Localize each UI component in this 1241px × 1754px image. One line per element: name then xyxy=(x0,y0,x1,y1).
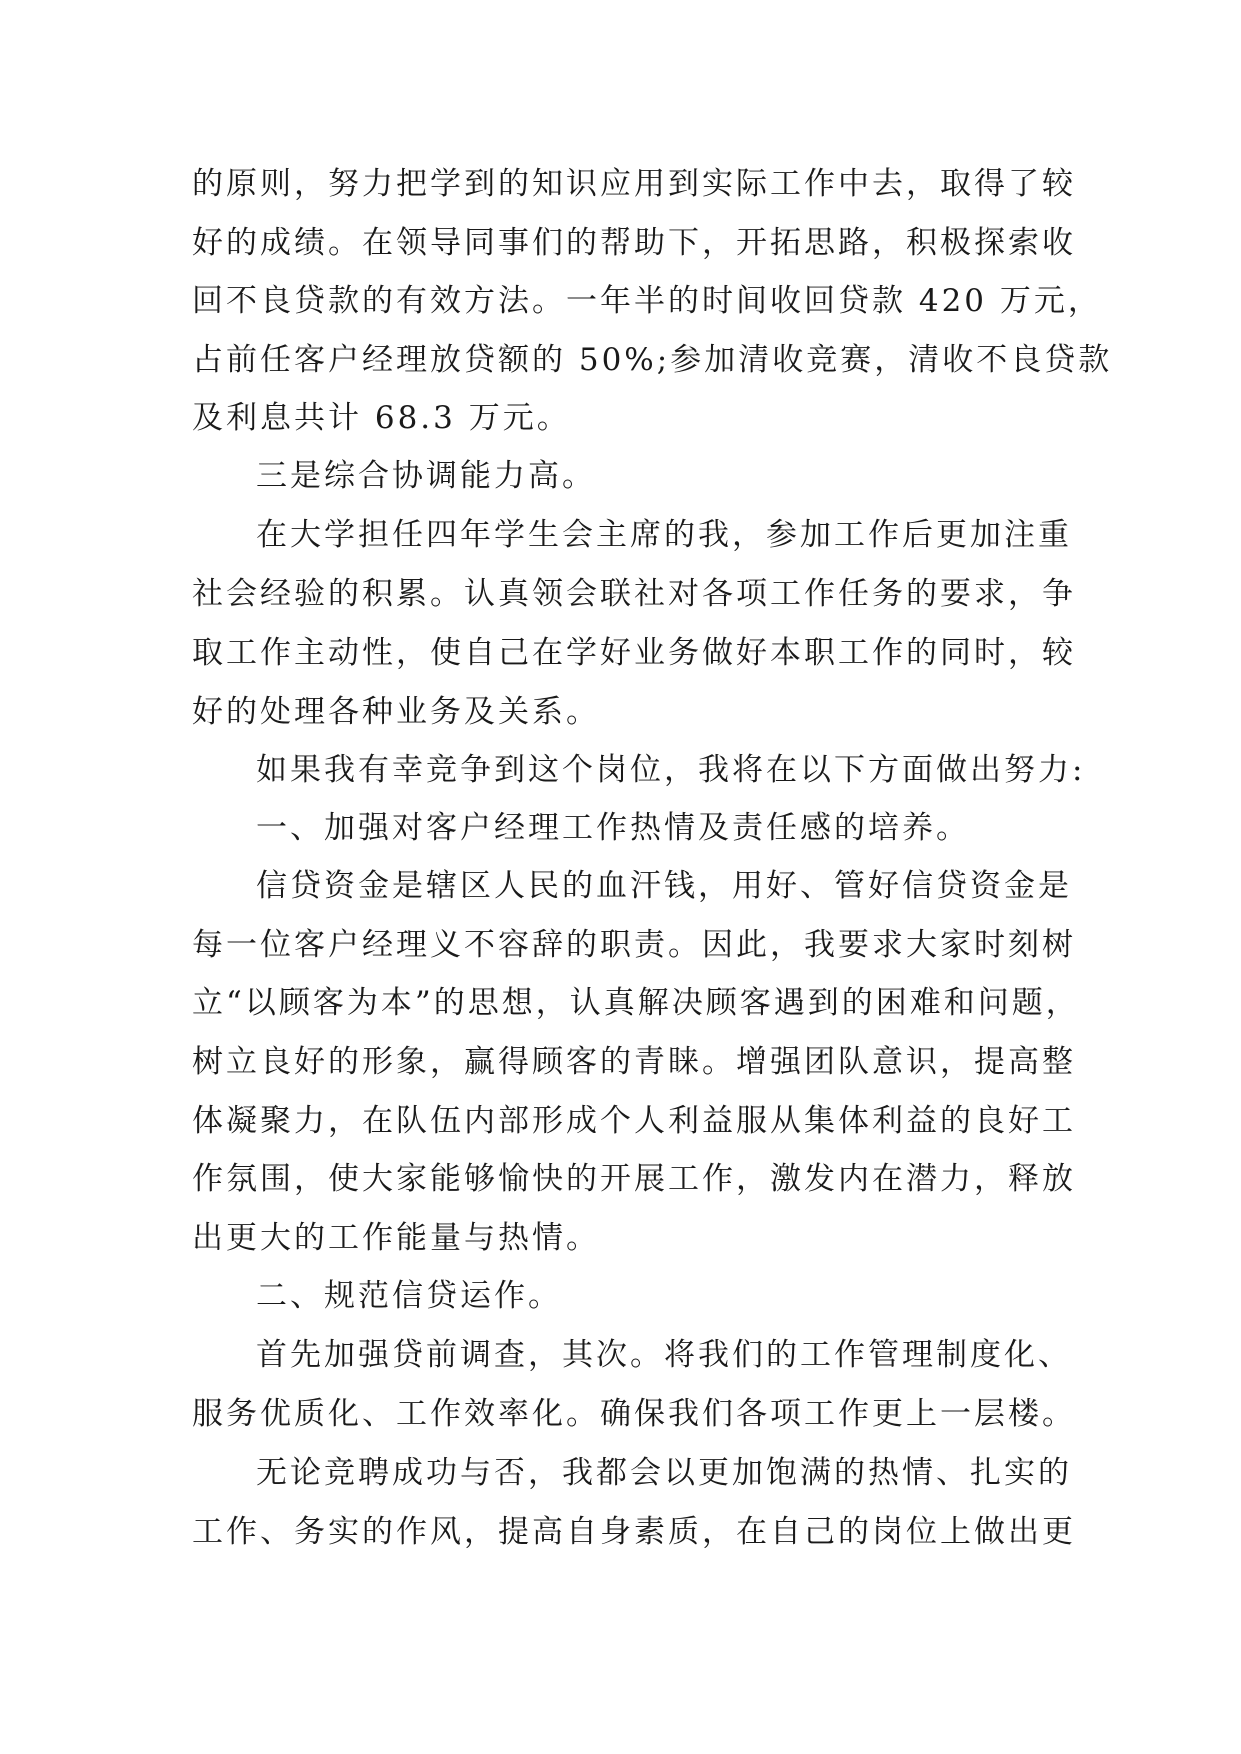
paragraph-line: 好的处理各种业务及关系。 xyxy=(192,694,600,730)
paragraph-line: 出更大的工作能量与热情。 xyxy=(192,1220,600,1256)
section-heading: 一、加强对客户经理工作热情及责任感的培养。 xyxy=(256,810,970,846)
section-heading: 二、规范信贷运作。 xyxy=(256,1278,562,1314)
paragraph-line: 信贷资金是辖区人民的血汗钱，用好、管好信贷资金是 xyxy=(256,868,1072,904)
paragraph-line: 首先加强贷前调查，其次。将我们的工作管理制度化、 xyxy=(256,1337,1072,1373)
paragraph-line: 工作、务实的作风，提高自身素质，在自己的岗位上做出更 xyxy=(192,1514,1076,1550)
paragraph-line: 在大学担任四年学生会主席的我，参加工作后更加注重 xyxy=(256,517,1072,553)
paragraph-line: 回不良贷款的有效方法。一年半的时间收回贷款 420 万元， xyxy=(192,283,1102,319)
paragraph-line: 无论竞聘成功与否，我都会以更加饱满的热情、扎实的 xyxy=(256,1455,1072,1491)
paragraph-line: 的原则，努力把学到的知识应用到实际工作中去，取得了较 xyxy=(192,166,1076,202)
paragraph-line: 如果我有幸竞争到这个岗位，我将在以下方面做出努力: xyxy=(256,752,1086,788)
section-heading: 三是综合协调能力高。 xyxy=(256,458,596,494)
paragraph-line: 立“以顾客为本”的思想，认真解决顾客遇到的困难和问题， xyxy=(192,985,1080,1021)
paragraph-line: 作氛围，使大家能够愉快的开展工作，激发内在潜力，释放 xyxy=(192,1161,1076,1197)
paragraph-line: 树立良好的形象，赢得顾客的青睐。增强团队意识，提高整 xyxy=(192,1044,1076,1080)
paragraph-line: 每一位客户经理义不容辞的职责。因此，我要求大家时刻树 xyxy=(192,927,1076,963)
paragraph-line: 好的成绩。在领导同事们的帮助下，开拓思路，积极探索收 xyxy=(192,225,1076,261)
paragraph-line: 占前任客户经理放贷额的 50%;参加清收竞赛，清收不良贷款 xyxy=(192,342,1113,378)
paragraph-line: 体凝聚力，在队伍内部形成个人利益服从集体利益的良好工 xyxy=(192,1103,1076,1139)
paragraph-line: 及利息共计 68.3 万元。 xyxy=(192,400,571,436)
paragraph-line: 社会经验的积累。认真领会联社对各项工作任务的要求，争 xyxy=(192,576,1076,612)
paragraph-line: 取工作主动性，使自己在学好业务做好本职工作的同时，较 xyxy=(192,635,1076,671)
paragraph-line: 服务优质化、工作效率化。确保我们各项工作更上一层楼。 xyxy=(192,1396,1076,1432)
